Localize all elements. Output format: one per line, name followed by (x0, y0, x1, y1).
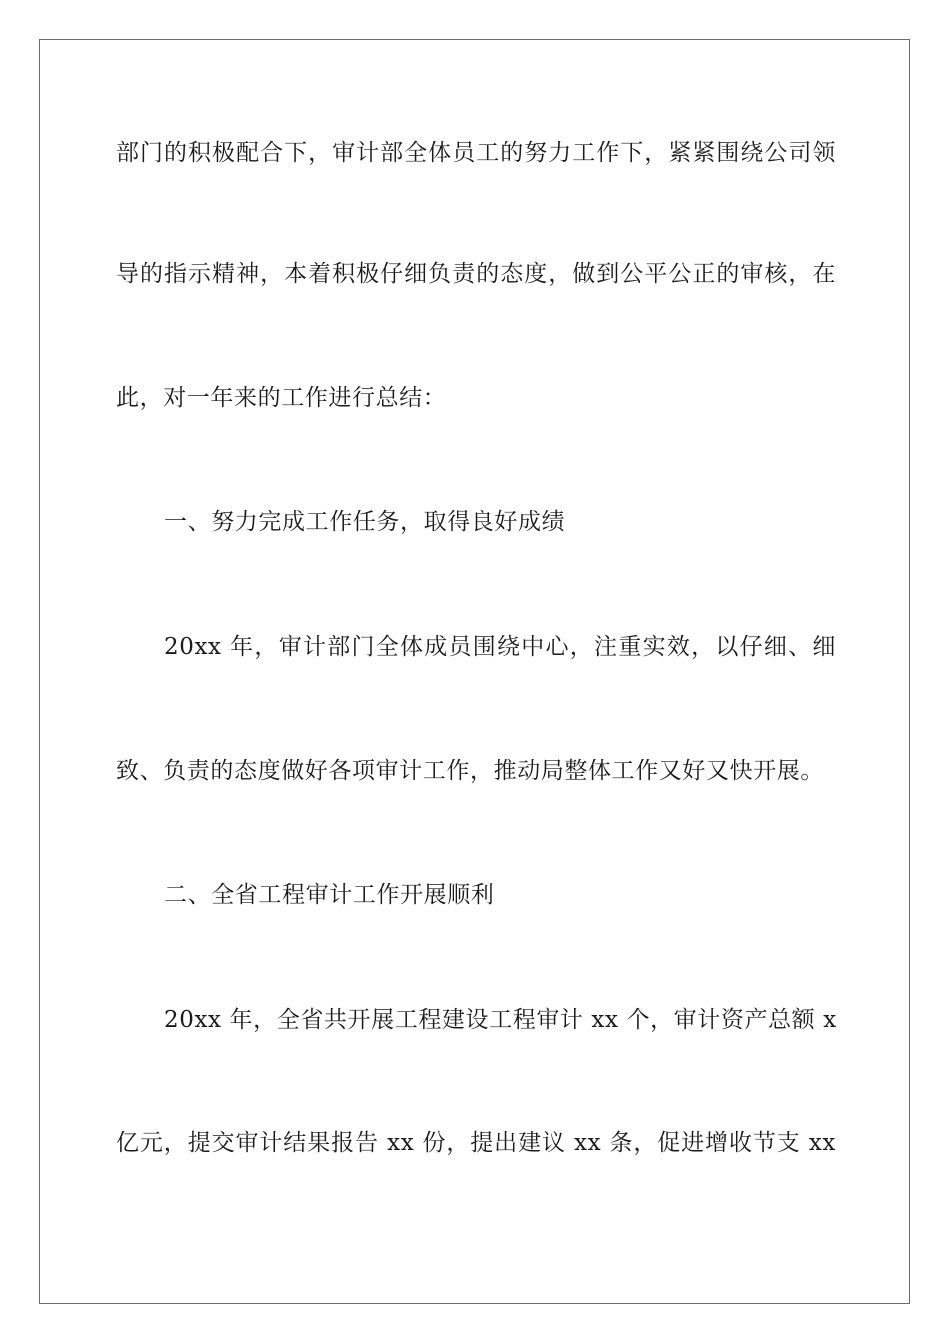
document-body (116, 0, 836, 1344)
paragraph-line: 20xx 年，全省共开展工程建设工程审计 xx 个，审计资产总额 x (164, 1007, 837, 1033)
paragraph-line: 亿元，提交审计结果报告 xx 份，提出建议 xx 条，促进增收节支 xx (116, 1130, 836, 1156)
paragraph-line: 20xx 年，审计部门全体成员围绕中心，注重实效，以仔细、细 (164, 634, 836, 660)
section-heading-1: 一、努力完成工作任务，取得良好成绩 (164, 509, 566, 535)
section-heading-2: 二、全省工程审计工作开展顺利 (164, 882, 495, 908)
paragraph-line: 导的指示精神，本着积极仔细负责的态度，做到公平公正的审核，在 (116, 261, 836, 287)
paragraph-line: 部门的积极配合下，审计部全体员工的努力工作下，紧紧围绕公司领 (116, 140, 836, 166)
paragraph-line: 此，对一年来的工作进行总结： (116, 385, 447, 411)
paragraph-line: 致、负责的态度做好各项审计工作，推动局整体工作又好又快开展。 (116, 758, 824, 784)
